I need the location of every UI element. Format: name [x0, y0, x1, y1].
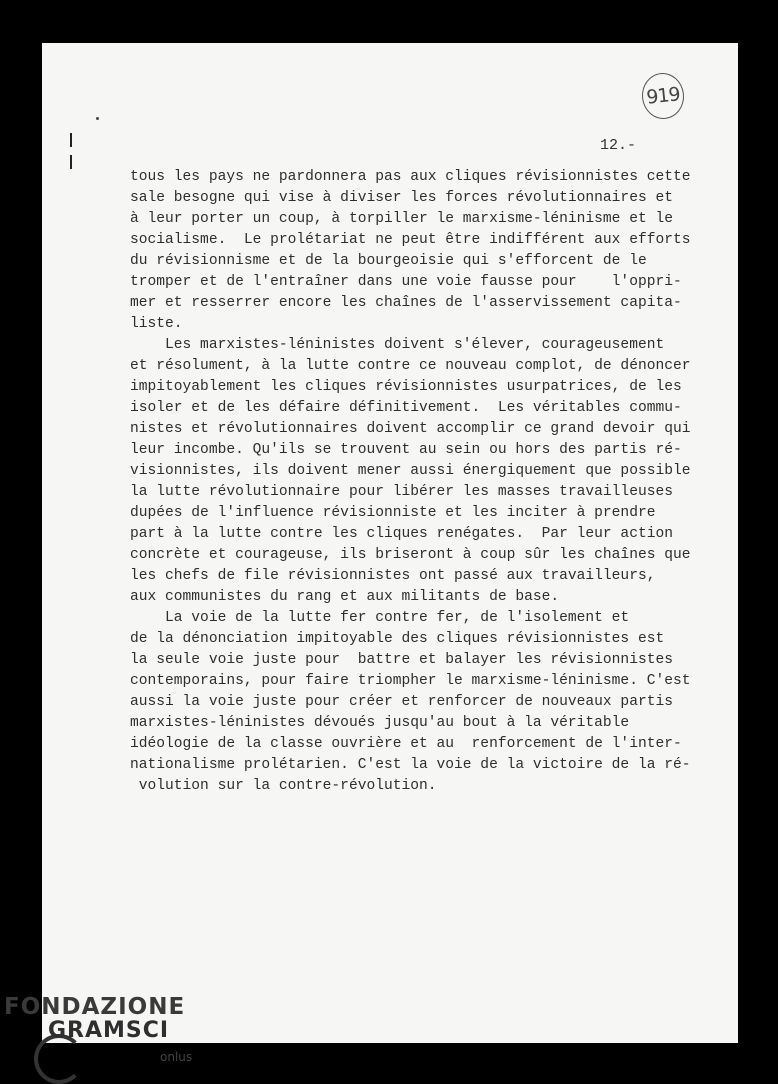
text-line: idéologie de la classe ouvrière et au renforcement de l'inter-	[130, 736, 682, 752]
text-line: impitoyablement les cliques révisionnistes usurpatrices, de les	[130, 379, 682, 395]
archive-stamp: 919	[640, 71, 687, 121]
text-line: aux communistes du rang et aux militants de base.	[130, 589, 560, 605]
text-line: nationalisme prolétarien. C'est la voie de la victoire de la ré-	[130, 757, 691, 773]
margin-dot	[96, 117, 99, 120]
document-body	[130, 167, 700, 797]
watermark-title: FONDAZIONE	[4, 994, 186, 1020]
text-line: Les marxistes-léninistes doivent s'élever, courageusement	[130, 337, 665, 353]
margin-mark	[70, 155, 72, 169]
text-line: du révisionnisme et de la bourgeoisie qui s'efforcent de le	[130, 253, 647, 269]
text-line: nistes et révolutionnaires doivent accomplir ce grand devoir qui	[130, 421, 691, 437]
text-line: concrète et courageuse, ils briseront à coup sûr les chaînes que	[130, 547, 691, 563]
text-line: part à la lutte contre les cliques renégates. Par leur action	[130, 526, 673, 542]
text-line: sale besogne qui vise à diviser les forces révolutionnaires et	[130, 190, 673, 206]
margin-mark	[70, 133, 72, 147]
text-line: de la dénonciation impitoyable des cliques révisionnistes est	[130, 631, 665, 647]
text-line: La voie de la lutte fer contre fer, de l'isolement et	[130, 610, 630, 626]
text-line: la seule voie juste pour battre et balayer les révisionnistes	[130, 652, 673, 668]
text-line: tous les pays ne pardonnera pas aux cliques révisionnistes cette	[130, 169, 691, 185]
text-line: liste.	[130, 316, 183, 332]
watermark-subtitle: GRAMSCI	[48, 1018, 170, 1043]
text-line: socialisme. Le prolétariat ne peut être indifférent aux efforts	[130, 232, 691, 248]
text-line: contemporains, pour faire triompher le marxisme-léninisme. C'est	[130, 673, 691, 689]
text-line: tromper et de l'entraîner dans une voie fausse pour l'oppri-	[130, 274, 682, 290]
text-line: leur incombe. Qu'ils se trouvent au sein ou hors des partis ré-	[130, 442, 682, 458]
page-number: 12.-	[600, 137, 637, 154]
text-line: et résolument, à la lutte contre ce nouveau complot, de dénoncer	[130, 358, 691, 374]
text-line: marxistes-léninistes dévoués jusqu'au bout à la véritable	[130, 715, 630, 731]
text-line: isoler et de les défaire définitivement. Les véritables commu-	[130, 400, 682, 416]
text-line: la lutte révolutionnaire pour libérer les masses travailleuses	[130, 484, 673, 500]
text-line: mer et resserrer encore les chaînes de l'asservissement capita-	[130, 295, 682, 311]
text-line: les chefs de file révisionnistes ont passé aux travailleurs,	[130, 568, 656, 584]
text-line: aussi la voie juste pour créer et renforcer de nouveaux partis	[130, 694, 673, 710]
document-page	[42, 43, 738, 1043]
watermark-onlus: onlus	[160, 1050, 193, 1064]
text-line: volution sur la contre-révolution.	[130, 778, 437, 794]
text-line: visionnistes, ils doivent mener aussi énergiquement que possible	[130, 463, 691, 479]
text-line: dupées de l'influence révisionniste et les inciter à prendre	[130, 505, 656, 521]
text-line: à leur porter un coup, à torpiller le marxisme-léninisme et le	[130, 211, 673, 227]
